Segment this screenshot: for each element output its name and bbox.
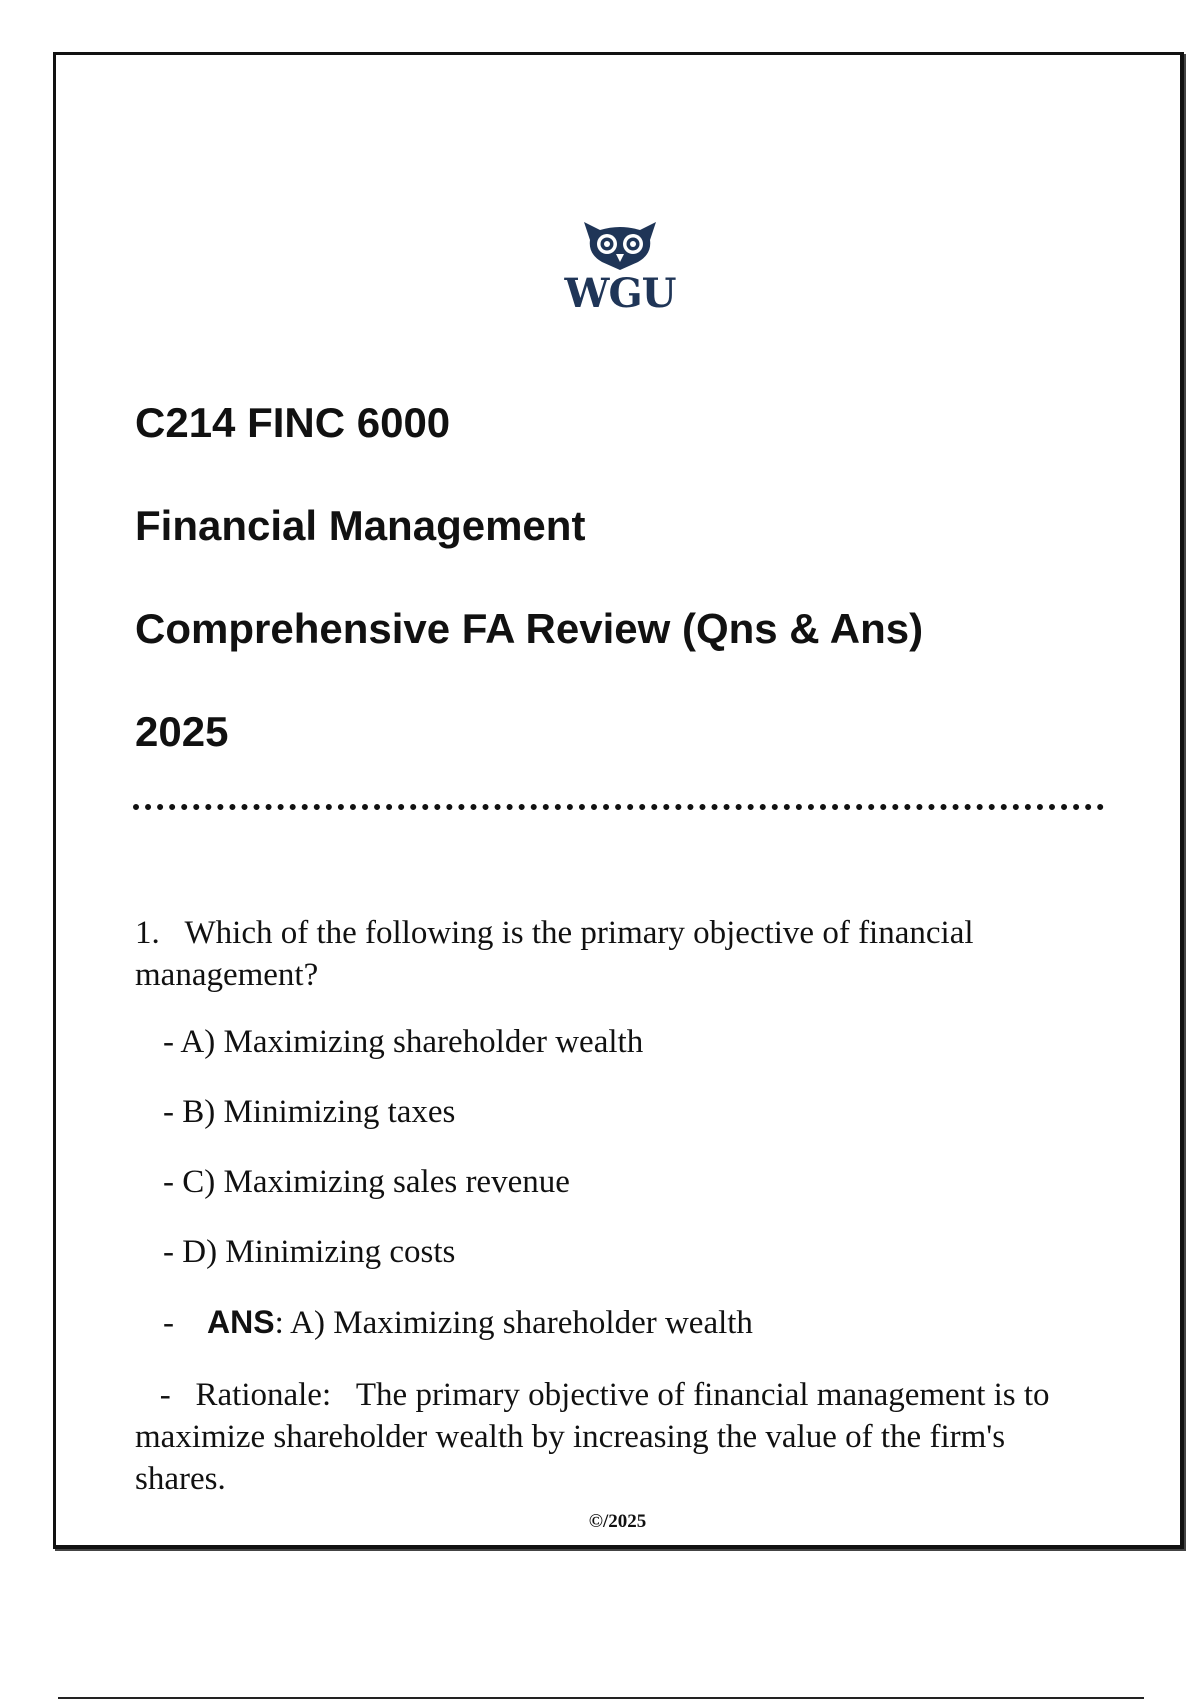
option-a: - A) Maximizing shareholder wealth [163,1024,644,1060]
wgu-logo [555,218,685,330]
option-d: - D) Minimizing costs [163,1234,456,1270]
answer-line [163,1301,753,1344]
course-code: C214 FINC 6000 [135,399,451,446]
course-name: Financial Management [135,502,586,549]
bottom-rule [58,1697,1144,1699]
question-text: Which of the following is the primary objective of financial management? [135,915,974,993]
copyright-notice: ©/2025 [588,1511,647,1532]
answer-prefix: - [163,1305,174,1341]
rationale-text: The primary objective of financial management is to maximize shareholder wealth by increasing the value of the firm's shares. [135,1377,1050,1497]
answer-label: ANS [207,1304,275,1340]
rationale-label: Rationale: [195,1377,332,1413]
document-year: 2025 [135,708,229,755]
answer-text: : A) Maximizing shareholder wealth [274,1305,753,1341]
rationale-prefix: - [159,1377,171,1413]
dotted-divider [133,804,1104,810]
rationale [135,1374,1095,1500]
question-number: 1. [135,915,160,951]
option-c: - C) Maximizing sales revenue [163,1164,570,1200]
owl-icon [580,218,660,272]
question-1 [135,912,1095,996]
option-b: - B) Minimizing taxes [163,1094,456,1130]
logo-text: WGU [564,270,676,317]
document-title: Comprehensive FA Review (Qns & Ans) [135,605,924,652]
